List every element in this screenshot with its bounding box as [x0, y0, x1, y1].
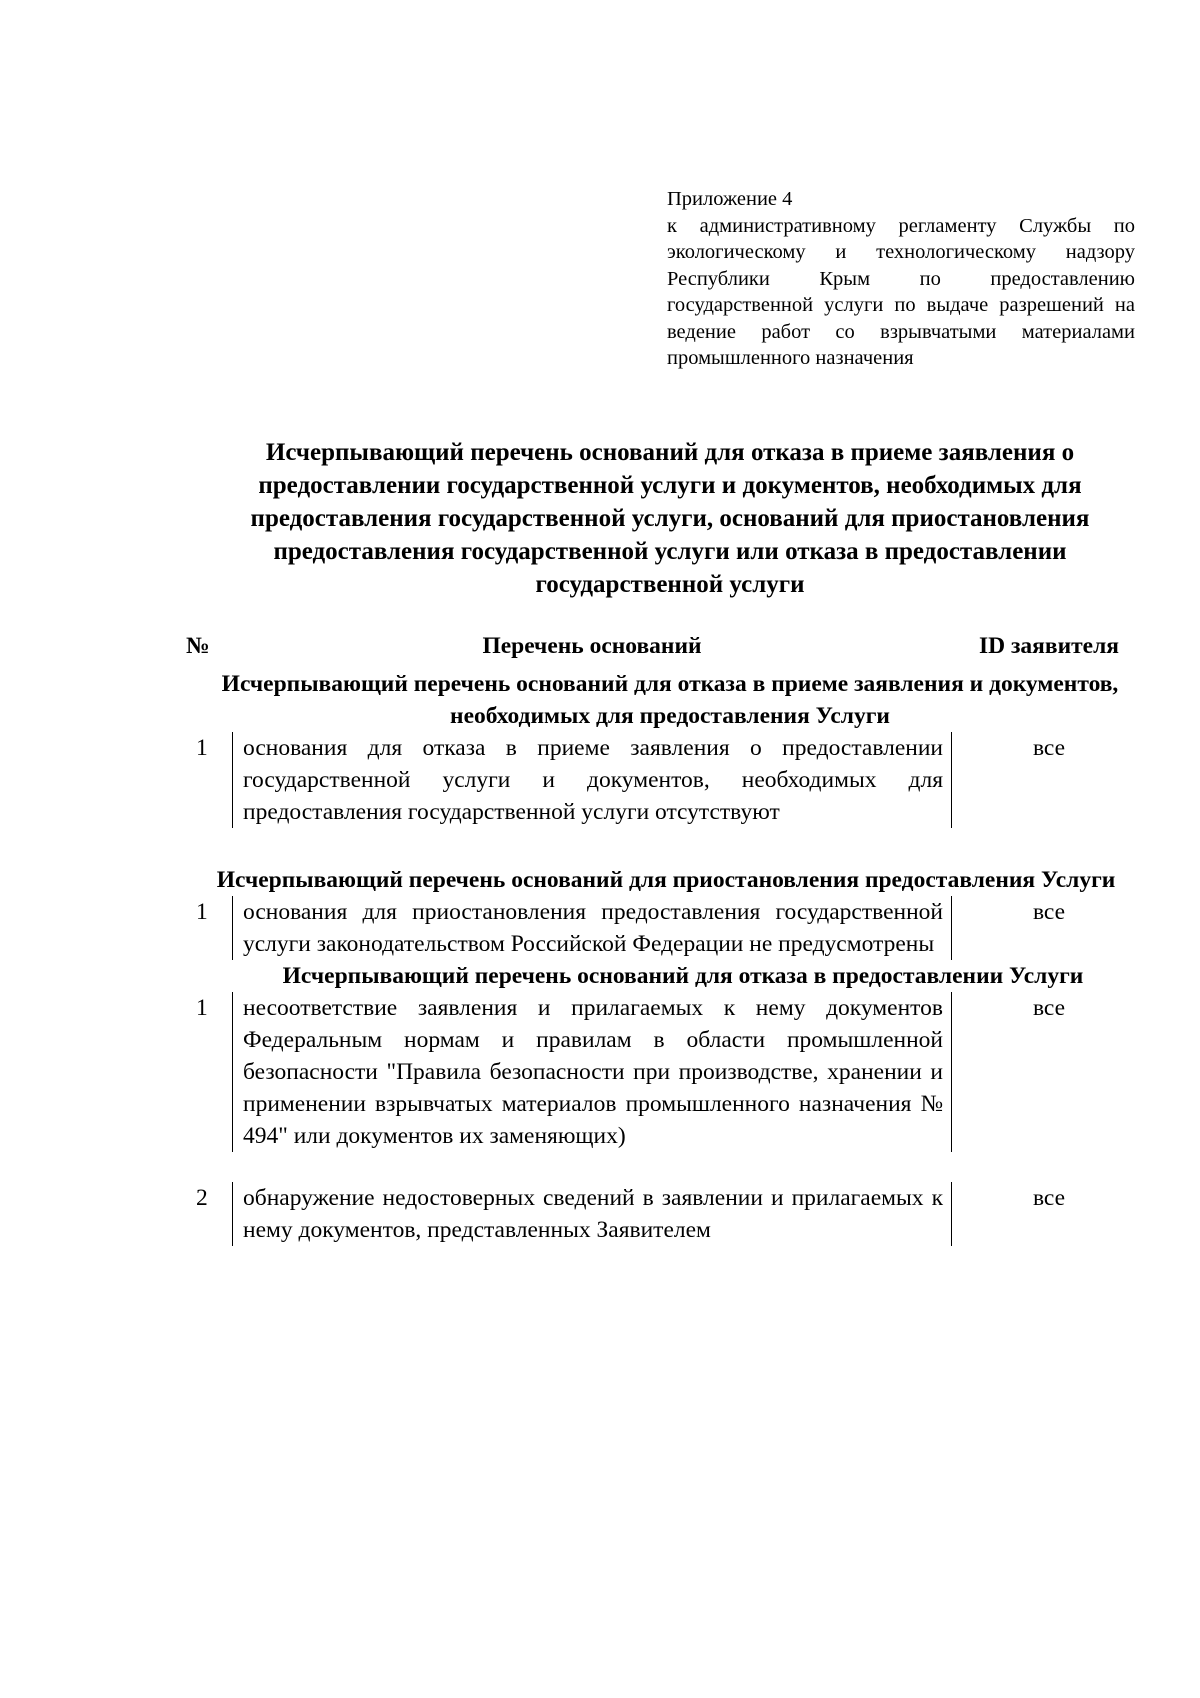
row-number: 1	[196, 899, 208, 925]
row-applicant-id: все	[1032, 1185, 1066, 1211]
title-line: предоставлении государственной услуги и документов, необходимых для	[258, 472, 1082, 499]
row-text: основания для приостановления предоставления государственной услуги законодательством Российской Федерации не предусмотрены	[232, 896, 952, 960]
appendix-block	[667, 186, 1135, 372]
table-row	[186, 732, 1146, 828]
row-applicant-id: все	[1032, 899, 1066, 925]
header-number: №	[186, 633, 210, 659]
row-number: 1	[196, 735, 208, 761]
row-gap	[186, 1152, 1146, 1182]
table-row	[186, 896, 1146, 960]
document-title	[178, 436, 1162, 601]
title-line: государственной услуги	[535, 571, 805, 598]
grounds-table	[186, 630, 1146, 1246]
table-header	[186, 630, 1146, 668]
section-title-reception-refusal: Исчерпывающий перечень оснований для отказа в приеме заявления и документов, необходимых для предоставления Услуги	[221, 671, 1119, 729]
header-applicant-id: ID заявителя	[978, 633, 1119, 659]
row-gap	[186, 828, 1146, 864]
row-text: обнаружение недостоверных сведений в заявлении и прилагаемых к нему документов, представленных Заявителем	[232, 1182, 952, 1246]
table-row	[186, 1182, 1146, 1246]
title-line: Исчерпывающий перечень оснований для отказа в приеме заявления о	[265, 439, 1075, 466]
section-title-suspension: Исчерпывающий перечень оснований для приостановления предоставления Услуги	[216, 867, 1116, 893]
row-applicant-id: все	[1032, 735, 1066, 761]
section-title-service-refusal: Исчерпывающий перечень оснований для отказа в предоставлении Услуги	[282, 963, 1084, 989]
row-text: несоответствие заявления и прилагаемых к нему документов Федеральным нормам и правилам в области промышленной безопасности "Правила безопасности при производстве, хранении и применении взрывчатых материалов промышленного назначения № 494" или документов их заменяющих)	[232, 992, 952, 1152]
row-number: 2	[196, 1185, 208, 1211]
appendix-number: Приложение 4	[667, 188, 793, 210]
title-line: предоставления государственной услуги, оснований для приостановления	[250, 505, 1090, 532]
row-applicant-id: все	[1032, 995, 1066, 1021]
header-basis: Перечень оснований	[482, 633, 702, 659]
row-number: 1	[196, 995, 208, 1021]
title-line: предоставления государственной услуги или отказа в предоставлении	[273, 538, 1067, 565]
table-row	[186, 992, 1146, 1152]
appendix-text: к административному регламенту Службы по экологическому и технологическому надзору Республики Крым по предоставлению государственной услуги по выдаче разрешений на ведение работ со взрывчатыми материалами промышленного назначения	[667, 214, 1135, 369]
row-text: основания для отказа в приеме заявления о предоставлении государственной услуги и документов, необходимых для предоставления государственной услуги отсутствуют	[232, 732, 952, 828]
